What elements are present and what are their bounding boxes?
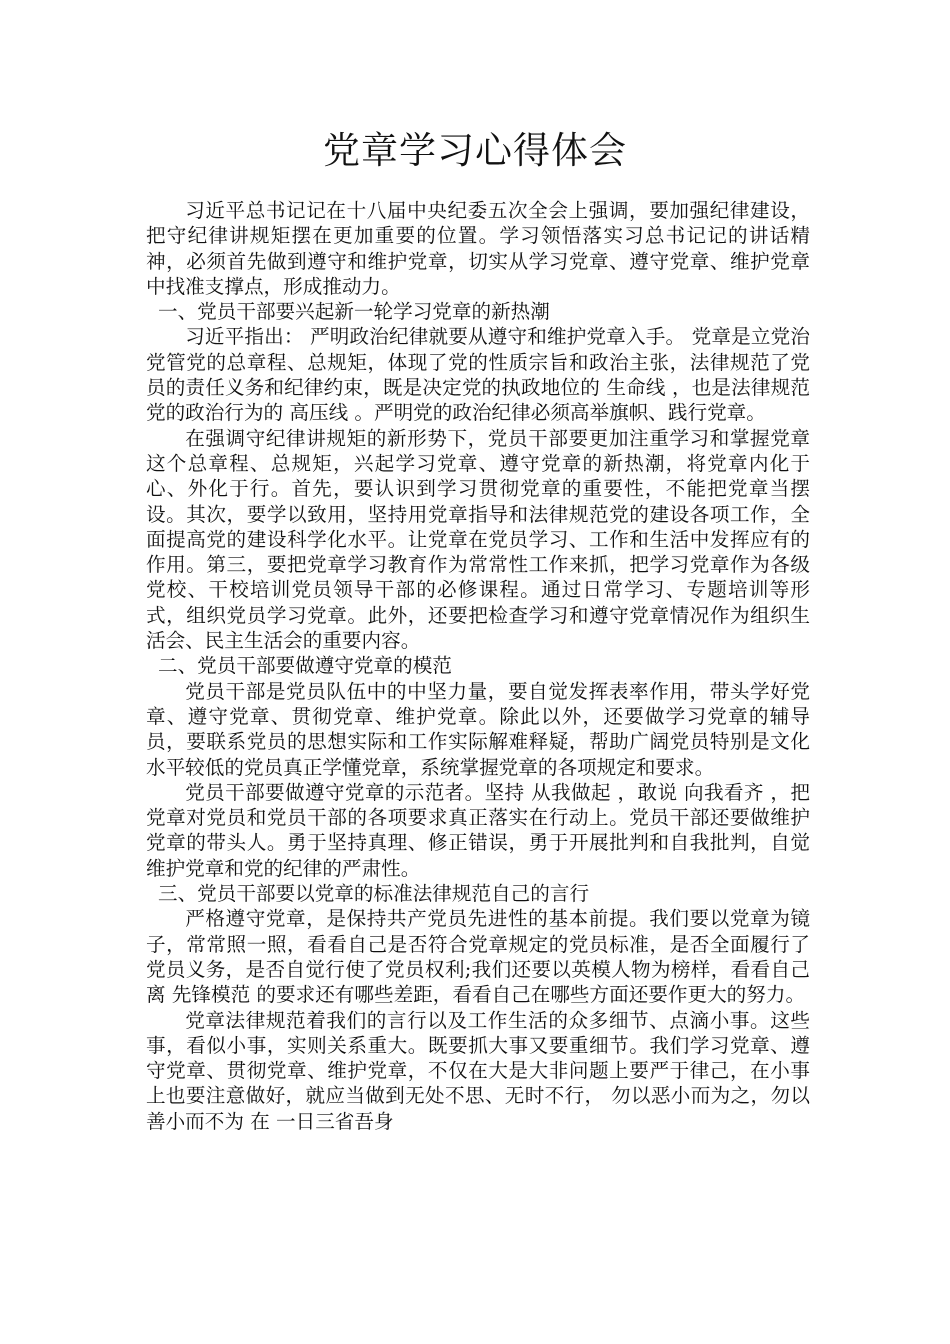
paragraph: 党员干部是党员队伍中的中坚力量，要自觉发挥表率作用，带头学好党章、遵守党章、贯彻党章、维护党章。除此以外，还要做学习党章的辅导员，要联系党员的思想实际和工作实际解难释疑，帮助广阔党员特别是文化水平较低的党员真正学懂党章，系统掌握党章的各项规定和要求。 [146,679,810,779]
section-heading: 三、党员干部要以党章的标准法律规范自己的言行 [158,882,590,906]
section-heading: 二、党员干部要做遵守党章的模范 [158,654,452,678]
paragraph: 严格遵守党章，是保持共产党员先进性的基本前提。我们要以党章为镜子，常常照一照，看看自己是否符合党章规定的党员标准，是否全面履行了党员义务，是否自觉行使了党员权利;我们还要以英模人物为榜样，看看自己离 先锋模范 的要求还有哪些差距，看看自己在哪些方面还要作更大的努力。 [146,907,810,1007]
paragraph: 在强调守纪律讲规矩的新形势下，党员干部要更加注重学习和掌握党章这个总章程、总规矩，兴起学习党章、遵守党章的新热潮，将党章内化于心、外化于行。首先，要认识到学习贯彻党章的重要性，不能把党章当摆设。其次，要学以致用，坚持用党章指导和法律规范党的建设各项工作，全面提高党的建设科学化水平。让党章在党员学习、工作和生活中发挥应有的作用。第三，要把党章学习教育作为常常性工作来抓，把学习党章作为各级党校、干校培训党员领导干部的必修课程。通过日常学习、专题培训等形式，组织党员学习党章。此外，还要把检查学习和遵守党章情况作为组织生活会、民主生活会的重要内容。 [146,426,810,653]
paragraph: 党章法律规范着我们的言行以及工作生活的众多细节、点滴小事。这些事，看似小事，实则关系重大。既要抓大事又要重细节。我们学习党章、遵守党章、贯彻党章、维护党章，不仅在大是大非问题上要严于律己，在小事上也要注意做好，就应当做到无处不思、无时不行， 勿以恶小而为之，勿以善小而不为 在 一日三省吾身 [146,1008,810,1133]
document-title: 党章学习心得体会 [323,129,627,172]
paragraph: 习近平总书记记在十八届中央纪委五次全会上强调，要加强纪律建设，把守纪律讲规矩摆在更加重要的位置。学习领悟落实习总书记记的讲话精神，必须首先做到遵守和维护党章，切实从学习党章、遵守党章、维护党章中找准支撑点，形成推动力。 [146,199,810,298]
paragraph: 党员干部要做遵守党章的示范者。坚持 从我做起 ，敢说 向我看齐 ，把党章对党员和党员干部的各项要求真正落实在行动上。党员干部还要做维护党章的带头人。勇于坚持真理、修正错误，勇于开展批判和自我批判，自觉维护党章和党的纪律的严肃性。 [146,780,810,880]
document-body [146,198,810,1134]
paragraph: 习近平指出： 严明政治纪律就要从遵守和维护党章入手。 党章是立党治党管党的总章程、总规矩，体现了党的性质宗旨和政治主张，法律规范了党员的责任义务和纪律约束，既是决定党的执政地位的 生命线 ，也是法律规范党的政治行为的 高压线 。严明党的政治纪律必须高举旗帜、践行党章。 [146,325,810,425]
section-heading: 一、党员干部要兴起新一轮学习党章的新热潮 [158,300,550,324]
